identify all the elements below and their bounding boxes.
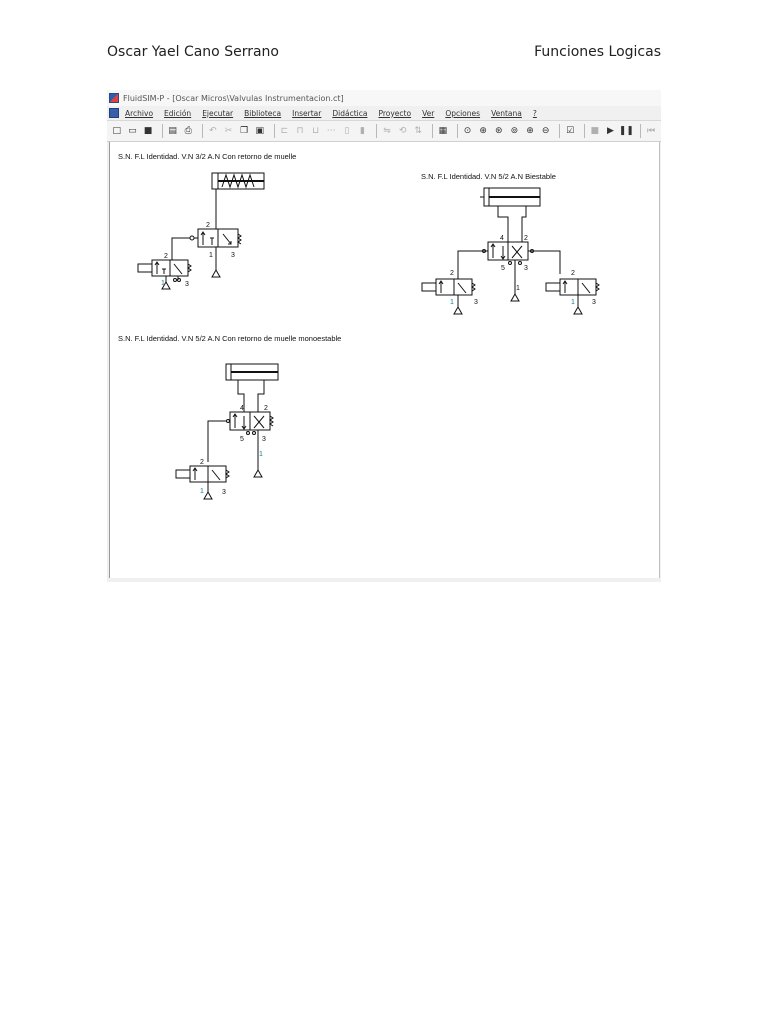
- toolbar-separator: [376, 124, 377, 138]
- menu-help[interactable]: ?: [532, 108, 537, 118]
- save-icon[interactable]: ■: [143, 126, 153, 136]
- print-icon[interactable]: ⎙: [184, 126, 192, 136]
- port-label: 5: [501, 265, 505, 272]
- toolbar-separator: [162, 124, 163, 138]
- grid-icon[interactable]: ▦: [438, 126, 448, 136]
- zoom-in-icon[interactable]: ⊕: [526, 126, 534, 136]
- port-label: 1: [209, 252, 213, 259]
- port-label: 2: [571, 270, 575, 277]
- flip-icon[interactable]: ⇋: [383, 126, 391, 136]
- diagram-2: [422, 188, 599, 314]
- port-label: 2: [200, 459, 204, 466]
- port-label: 2: [206, 222, 210, 229]
- valve-3-2-manual-right[interactable]: [170, 260, 188, 276]
- port-label: 1: [200, 488, 204, 495]
- port-label: 3: [524, 265, 528, 272]
- document-menu-icon[interactable]: [109, 108, 119, 118]
- toolbar-separator: [202, 124, 203, 138]
- zoom-actual-icon[interactable]: ⊙: [463, 126, 472, 136]
- menu-proyecto[interactable]: Proyecto: [378, 108, 412, 118]
- zoom-window-icon[interactable]: ⊕: [479, 126, 487, 136]
- valve-5-2-mono-left[interactable]: [230, 412, 250, 430]
- document-topic: Funciones Logicas: [534, 44, 661, 60]
- toolbar-separator: [584, 124, 585, 138]
- rewind-icon[interactable]: ⏮: [646, 126, 656, 136]
- zoom-fit-icon[interactable]: ⊛: [494, 126, 503, 136]
- stop-icon[interactable]: ■: [590, 126, 600, 136]
- circuit-drawing: [110, 142, 659, 578]
- port-label: 1: [161, 280, 165, 287]
- window-titlebar: [107, 90, 661, 106]
- toolbar-separator: [559, 124, 560, 138]
- check-icon[interactable]: ☑: [566, 126, 575, 136]
- play-icon[interactable]: ▶: [606, 126, 614, 136]
- toolbar-separator: [457, 124, 458, 138]
- menu-opciones[interactable]: Opciones: [445, 108, 481, 118]
- diagram-3: [176, 364, 278, 499]
- zoom-out-icon[interactable]: ⊖: [541, 126, 550, 136]
- port-label: 3: [592, 299, 596, 306]
- copy-icon[interactable]: ❐: [240, 126, 249, 136]
- align-bottom-icon[interactable]: ⊔: [312, 126, 320, 136]
- port-label: 4: [500, 235, 504, 242]
- valve-3-2-right-manual-right[interactable]: [578, 279, 596, 295]
- align-top-icon[interactable]: ⊓: [296, 126, 304, 136]
- port-label: 2: [264, 405, 268, 412]
- valve-5-2-bistable-left[interactable]: [488, 242, 508, 260]
- paste-icon[interactable]: ▣: [255, 126, 264, 136]
- rotate-icon[interactable]: ⟲: [398, 126, 407, 136]
- fluidsim-app-icon: [109, 93, 119, 103]
- diagram-3-title: S.N. F.L Identidad. V.N 5/2 A.N Con retorno de muelle monoestable: [118, 334, 342, 343]
- menu-edicion[interactable]: Edición: [164, 108, 192, 118]
- fluidsim-window: [107, 90, 661, 582]
- port-label: 4: [240, 405, 244, 412]
- toolbar: [107, 120, 661, 142]
- port-label: 1: [516, 285, 520, 292]
- group-icon[interactable]: ▯: [344, 126, 350, 136]
- port-label: 1: [571, 299, 575, 306]
- port-label: 1: [450, 299, 454, 306]
- valve-3-2-main-left[interactable]: [198, 229, 218, 247]
- valve-3-2-left-manual-right[interactable]: [454, 279, 472, 295]
- port-label: 2: [524, 235, 528, 242]
- distribute-icon[interactable]: ⋯: [326, 126, 336, 136]
- open-icon[interactable]: ▭: [128, 126, 137, 136]
- valve-3-2-mono-manual-left[interactable]: [190, 466, 208, 482]
- menu-biblioteca[interactable]: Biblioteca: [244, 108, 282, 118]
- port-label: 3: [262, 436, 266, 443]
- valve-3-2-manual-left[interactable]: [152, 260, 170, 276]
- port-label: 1: [259, 451, 263, 458]
- port-label: 3: [474, 299, 478, 306]
- valve-3-2-mono-manual-right[interactable]: [208, 466, 226, 482]
- cut-icon[interactable]: ✂: [224, 126, 233, 136]
- author-name: Oscar Yael Cano Serrano: [107, 44, 279, 60]
- menu-archivo[interactable]: Archivo: [125, 108, 154, 118]
- port-label: 3: [222, 489, 226, 496]
- mirror-icon[interactable]: ⇅: [414, 126, 423, 136]
- undo-icon[interactable]: ↶: [209, 126, 217, 136]
- diagram-1-title: S.N. F.L Identidad. V.N 3/2 A.N Con retorno de muelle: [118, 152, 297, 161]
- menu-insertar[interactable]: Insertar: [292, 108, 322, 118]
- diagram-1: [138, 173, 264, 289]
- toolbar-separator: [274, 124, 275, 138]
- preview-icon[interactable]: ▤: [168, 126, 177, 136]
- menu-didactica[interactable]: Didáctica: [332, 108, 368, 118]
- toolbar-separator: [432, 124, 433, 138]
- menu-ventana[interactable]: Ventana: [491, 108, 522, 118]
- pause-icon[interactable]: ❚❚: [618, 126, 634, 136]
- menu-ver[interactable]: Ver: [422, 108, 435, 118]
- diagram-2-title: S.N. F.L Identidad. V.N 5/2 A.N Biestable: [421, 172, 556, 181]
- valve-3-2-left-manual-left[interactable]: [436, 279, 454, 295]
- ungroup-icon[interactable]: ▮: [359, 126, 365, 136]
- port-label: 3: [231, 252, 235, 259]
- port-label: 5: [240, 436, 244, 443]
- menu-ejecutar[interactable]: Ejecutar: [202, 108, 234, 118]
- new-icon[interactable]: □: [112, 126, 122, 136]
- circuit-canvas[interactable]: [109, 142, 660, 578]
- port-label: 3: [185, 281, 189, 288]
- port-label: 2: [450, 270, 454, 277]
- window-title: FluidSIM-P - [Oscar Micros\Valvulas Instrumentacion.ct]: [123, 93, 344, 103]
- document-header: [107, 44, 661, 64]
- toolbar-separator: [640, 124, 641, 138]
- align-left-icon[interactable]: ⊏: [280, 126, 289, 136]
- valve-3-2-right-manual-left[interactable]: [560, 279, 578, 295]
- menu-bar: [107, 106, 661, 120]
- zoom-prev-icon[interactable]: ⊚: [510, 126, 519, 136]
- port-label: 2: [164, 253, 168, 260]
